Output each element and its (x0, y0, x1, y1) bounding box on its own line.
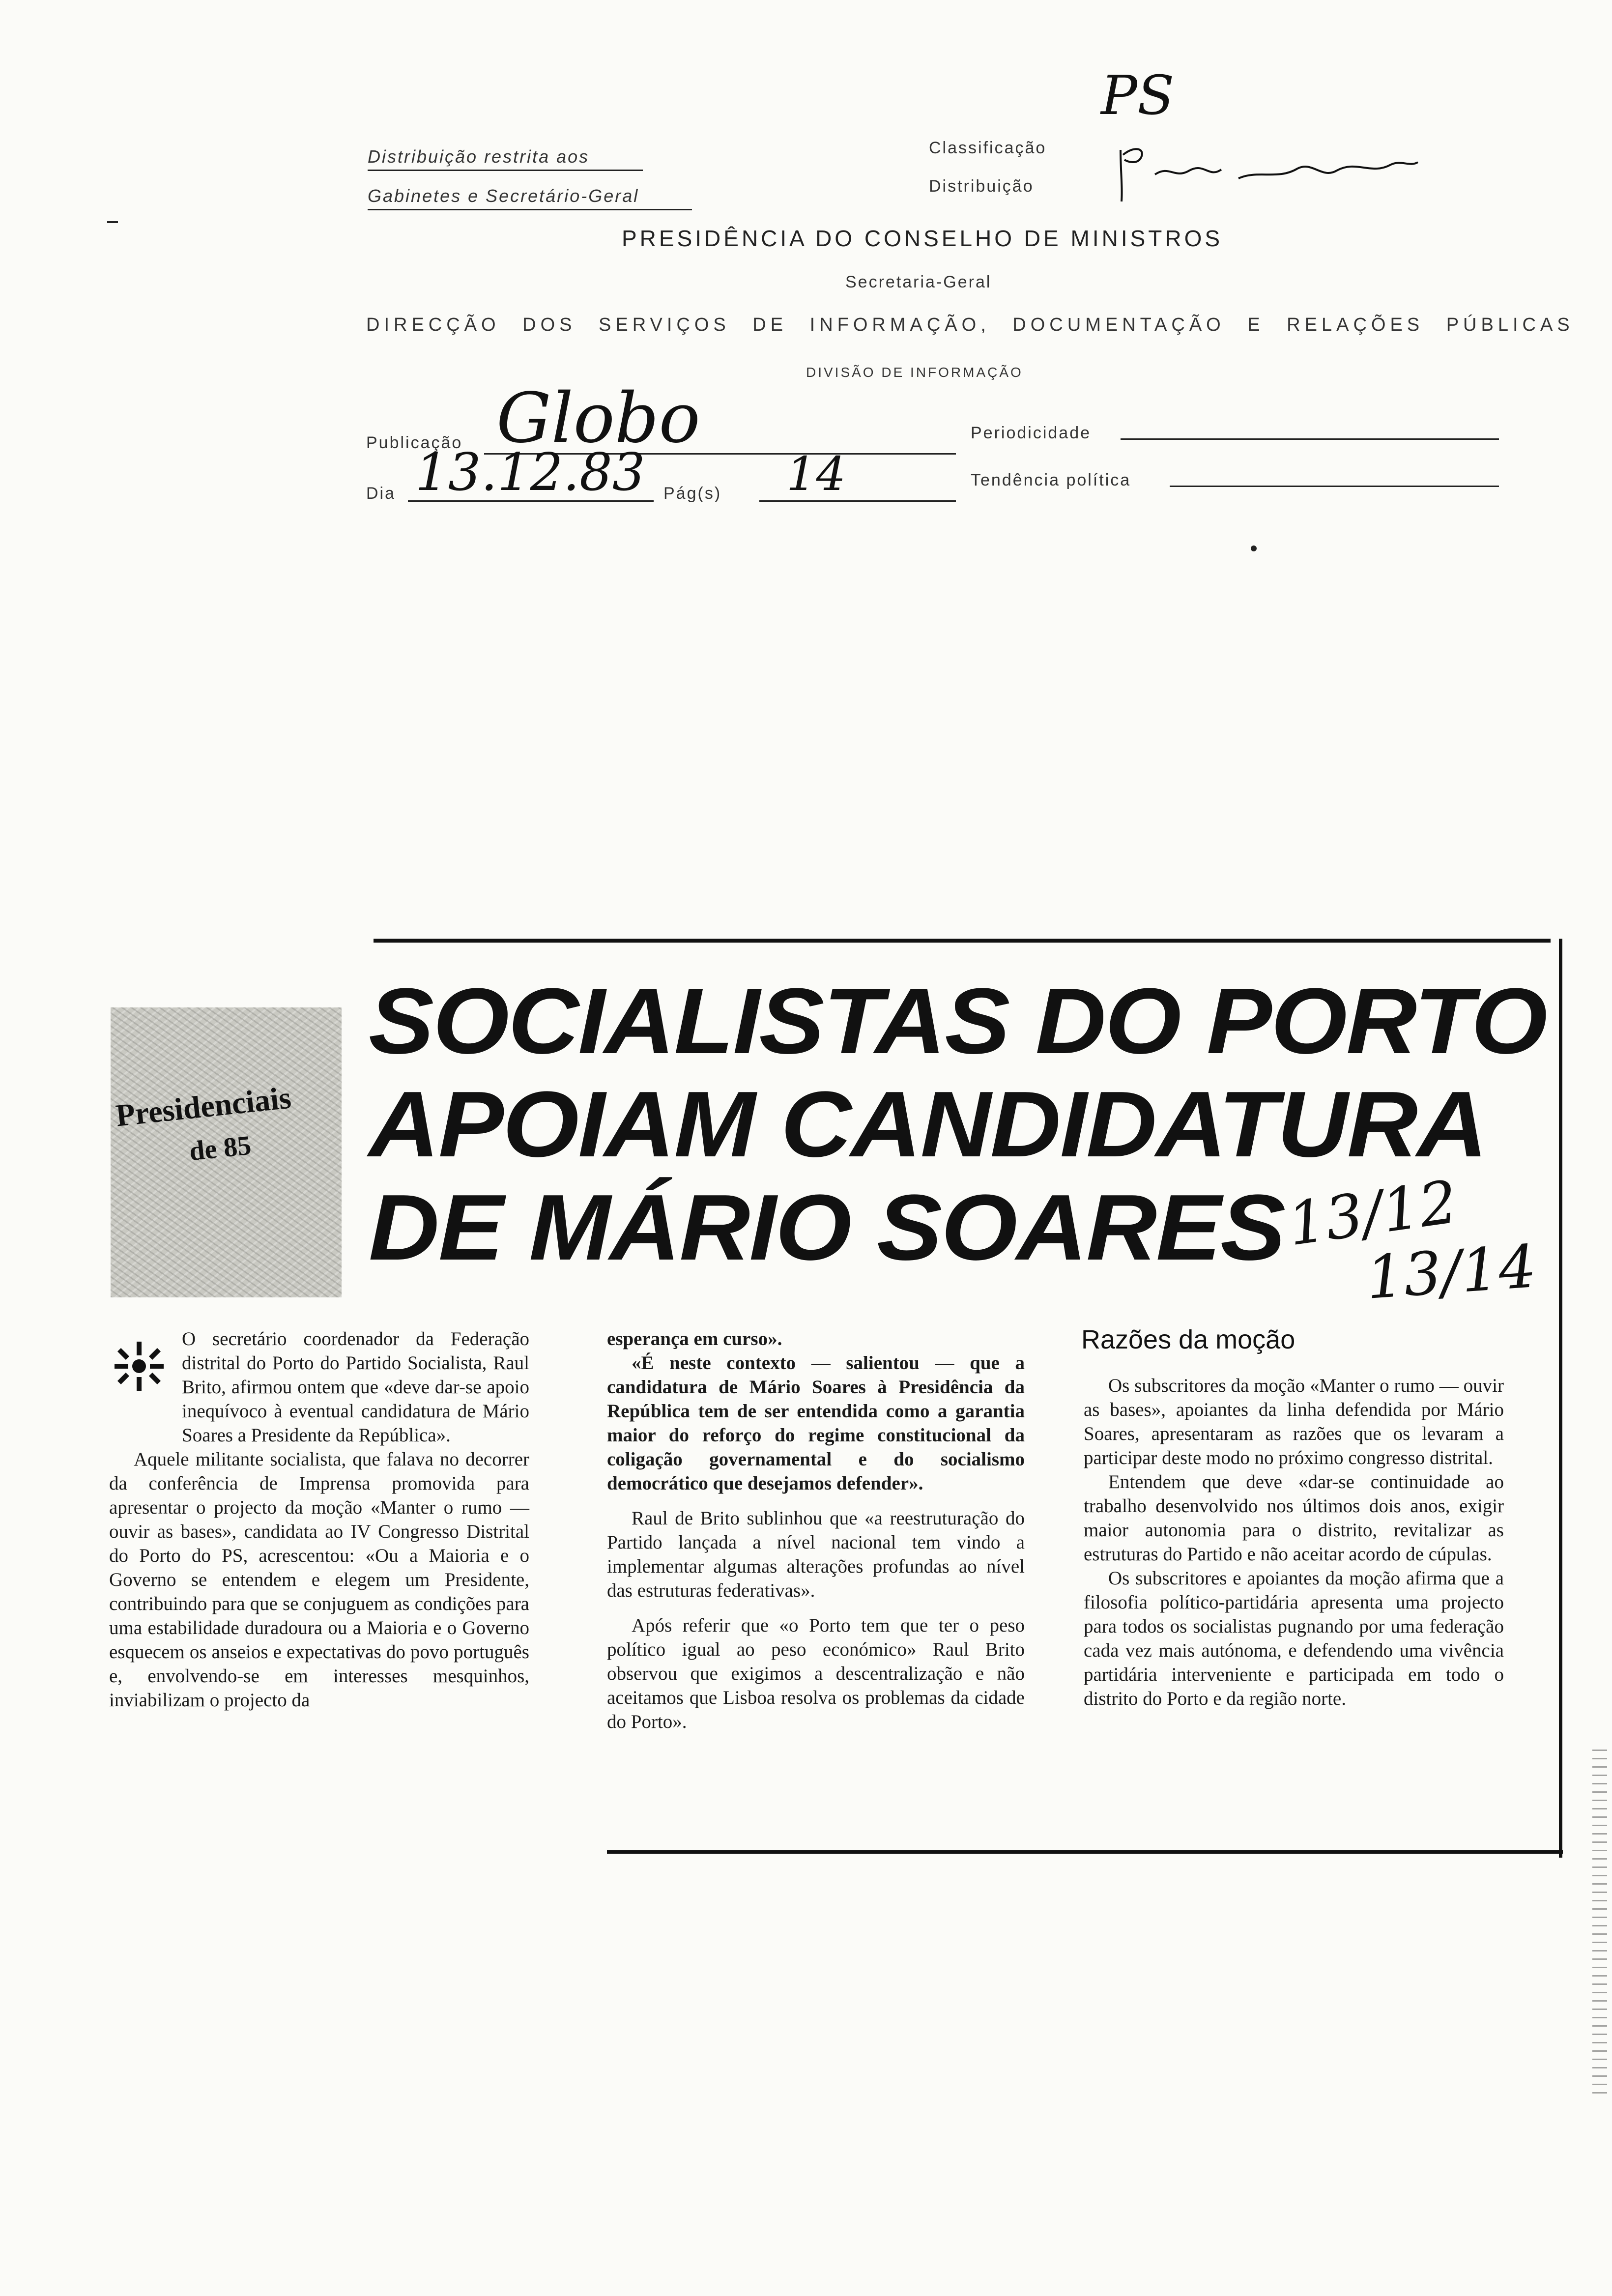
handwritten-date-note: 13/12 (1284, 1168, 1462, 1260)
presidencia-heading: PRESIDÊNCIA DO CONSELHO DE MINISTROS (622, 226, 1223, 251)
top-border-rule (374, 939, 1551, 943)
col2-paragraph-1: esperança em curso». (607, 1328, 782, 1349)
bottom-border-rule (607, 1850, 1563, 1854)
distribuicao-label: Distribuição (929, 177, 1034, 196)
distribution-note-line2: Gabinetes e Secretário-Geral (368, 186, 639, 206)
distribution-underline-1 (368, 170, 643, 171)
speck-dot-left (107, 221, 118, 223)
dia-handwritten: 13.12.83 (415, 442, 645, 502)
headline-line2: APOIAM CANDIDATURA (369, 1072, 1487, 1177)
dia-label: Dia (366, 484, 396, 503)
divisao-informacao: DIVISÃO DE INFORMAÇÃO (806, 365, 1023, 380)
distribution-underline-2 (368, 209, 692, 210)
direccao-line: DIRECÇÃO DOS SERVIÇOS DE INFORMAÇÃO, DOCUMENTAÇÃO E RELAÇÕES PÚBLICAS (366, 315, 1574, 335)
handwritten-page-note: 13/14 (1364, 1233, 1539, 1313)
col2-paragraph-2: «É neste contexto — salientou — que a candidatura de Mário Soares à Presidência da República tem de ser entendida como a garantia maior do reforço do regime constitucional da coligação governamental e do socialismo democrático que desejamos defender». (607, 1352, 1025, 1494)
col1-paragraph-2: Aquele militante socialista, que falava no decorrer da conferência de Imprensa promovida para apresentar o projecto da moção «Manter o rumo — ouvir as bases», candidata ao IV Congresso Distrital do Porto do PS, acrescentou: «Ou a Maioria e o Governo se entendem e elegem um Presidente, contribuindo para que se conjuguem as condições para uma estabilidade duradoura ou a Maioria e o Governo esquecem os anseios e expectativas do povo português e, envolvendo-se em interesses mesquinhos, inviabilizam o projecto da (109, 1449, 529, 1711)
tendencia-label: Tendência política (971, 471, 1131, 489)
speck-dot (1251, 545, 1257, 551)
distribution-note-line1: Distribuição restrita aos (368, 146, 590, 167)
col2-paragraph-4: Após referir que «o Porto tem que ter o peso político igual ao peso económico» Raul Brito observou que exigimos a descentralização e não aceitamos que Lisboa resolva os problemas da cidade do Porto». (607, 1615, 1025, 1732)
article-column-3 (1084, 1374, 1504, 1711)
publicacao-handwritten: Globo (496, 378, 700, 459)
col1-paragraph-1: O secretário coordenador da Federação distrital do Porto do Partido Socialista, Raul Brito, afirmou ontem que «deve dar-se apoio inequívoco à eventual candidatura de Mário Soares a Presidente da República». (182, 1328, 529, 1446)
handwritten-signature (1116, 140, 1420, 204)
col3-paragraph-2: Entendem que deve «dar-se continuidade ao trabalho desenvolvido nos últimos dois anos, exigir maior autonomia para o distrito, revitalizar as estruturas do Partido e não aceitar acordo de cúpulas. (1084, 1471, 1504, 1565)
secretaria-geral: Secretaria-Geral (845, 273, 992, 291)
kicker-line1: Presidenciais (114, 1080, 293, 1133)
headline-line1: SOCIALISTAS DO PORTO (369, 969, 1547, 1073)
article-column-1 (109, 1327, 529, 1712)
scan-edge-noise (1592, 1750, 1607, 2094)
column-3-subheading: Razões da moção (1081, 1325, 1295, 1354)
kicker-box (111, 1007, 342, 1297)
headline-line3: DE MÁRIO SOARES (369, 1176, 1285, 1280)
handwritten-ps: PS (1101, 64, 1175, 127)
kicker-line2: de 85 (188, 1130, 253, 1167)
publicacao-label: Publicação (366, 433, 463, 452)
pags-label: Pág(s) (663, 484, 722, 503)
periodicidade-line (1121, 438, 1499, 440)
col3-paragraph-1: Os subscritores da moção «Manter o rumo — ouvir as bases», apoiantes da linha defendida por Mário Soares, apresentaram as razões que os levaram a participar deste modo no próximo congresso distrital. (1084, 1375, 1504, 1468)
article-column-2 (607, 1327, 1025, 1734)
right-border-rule (1559, 939, 1562, 1858)
classificacao-label: Classificação (929, 139, 1047, 157)
periodicidade-label: Periodicidade (971, 424, 1092, 442)
col3-paragraph-3: Os subscritores e apoiantes da moção afirma que a filosofia político-partidária apresenta uma projecto para todos os socialistas pugnando por uma federação cada vez mais autónoma, e defendendo uma vivência partidária interveniente e participada em todo o distrito do Porto e da região norte. (1084, 1568, 1504, 1709)
tendencia-line (1170, 486, 1499, 487)
pags-handwritten: 14 (786, 447, 846, 501)
col2-paragraph-3: Raul de Brito sublinhou que «a reestruturação do Partido lançada a nível nacional tem vindo a implementar algumas alterações profundas ao nível das estruturas federativas». (607, 1508, 1025, 1601)
